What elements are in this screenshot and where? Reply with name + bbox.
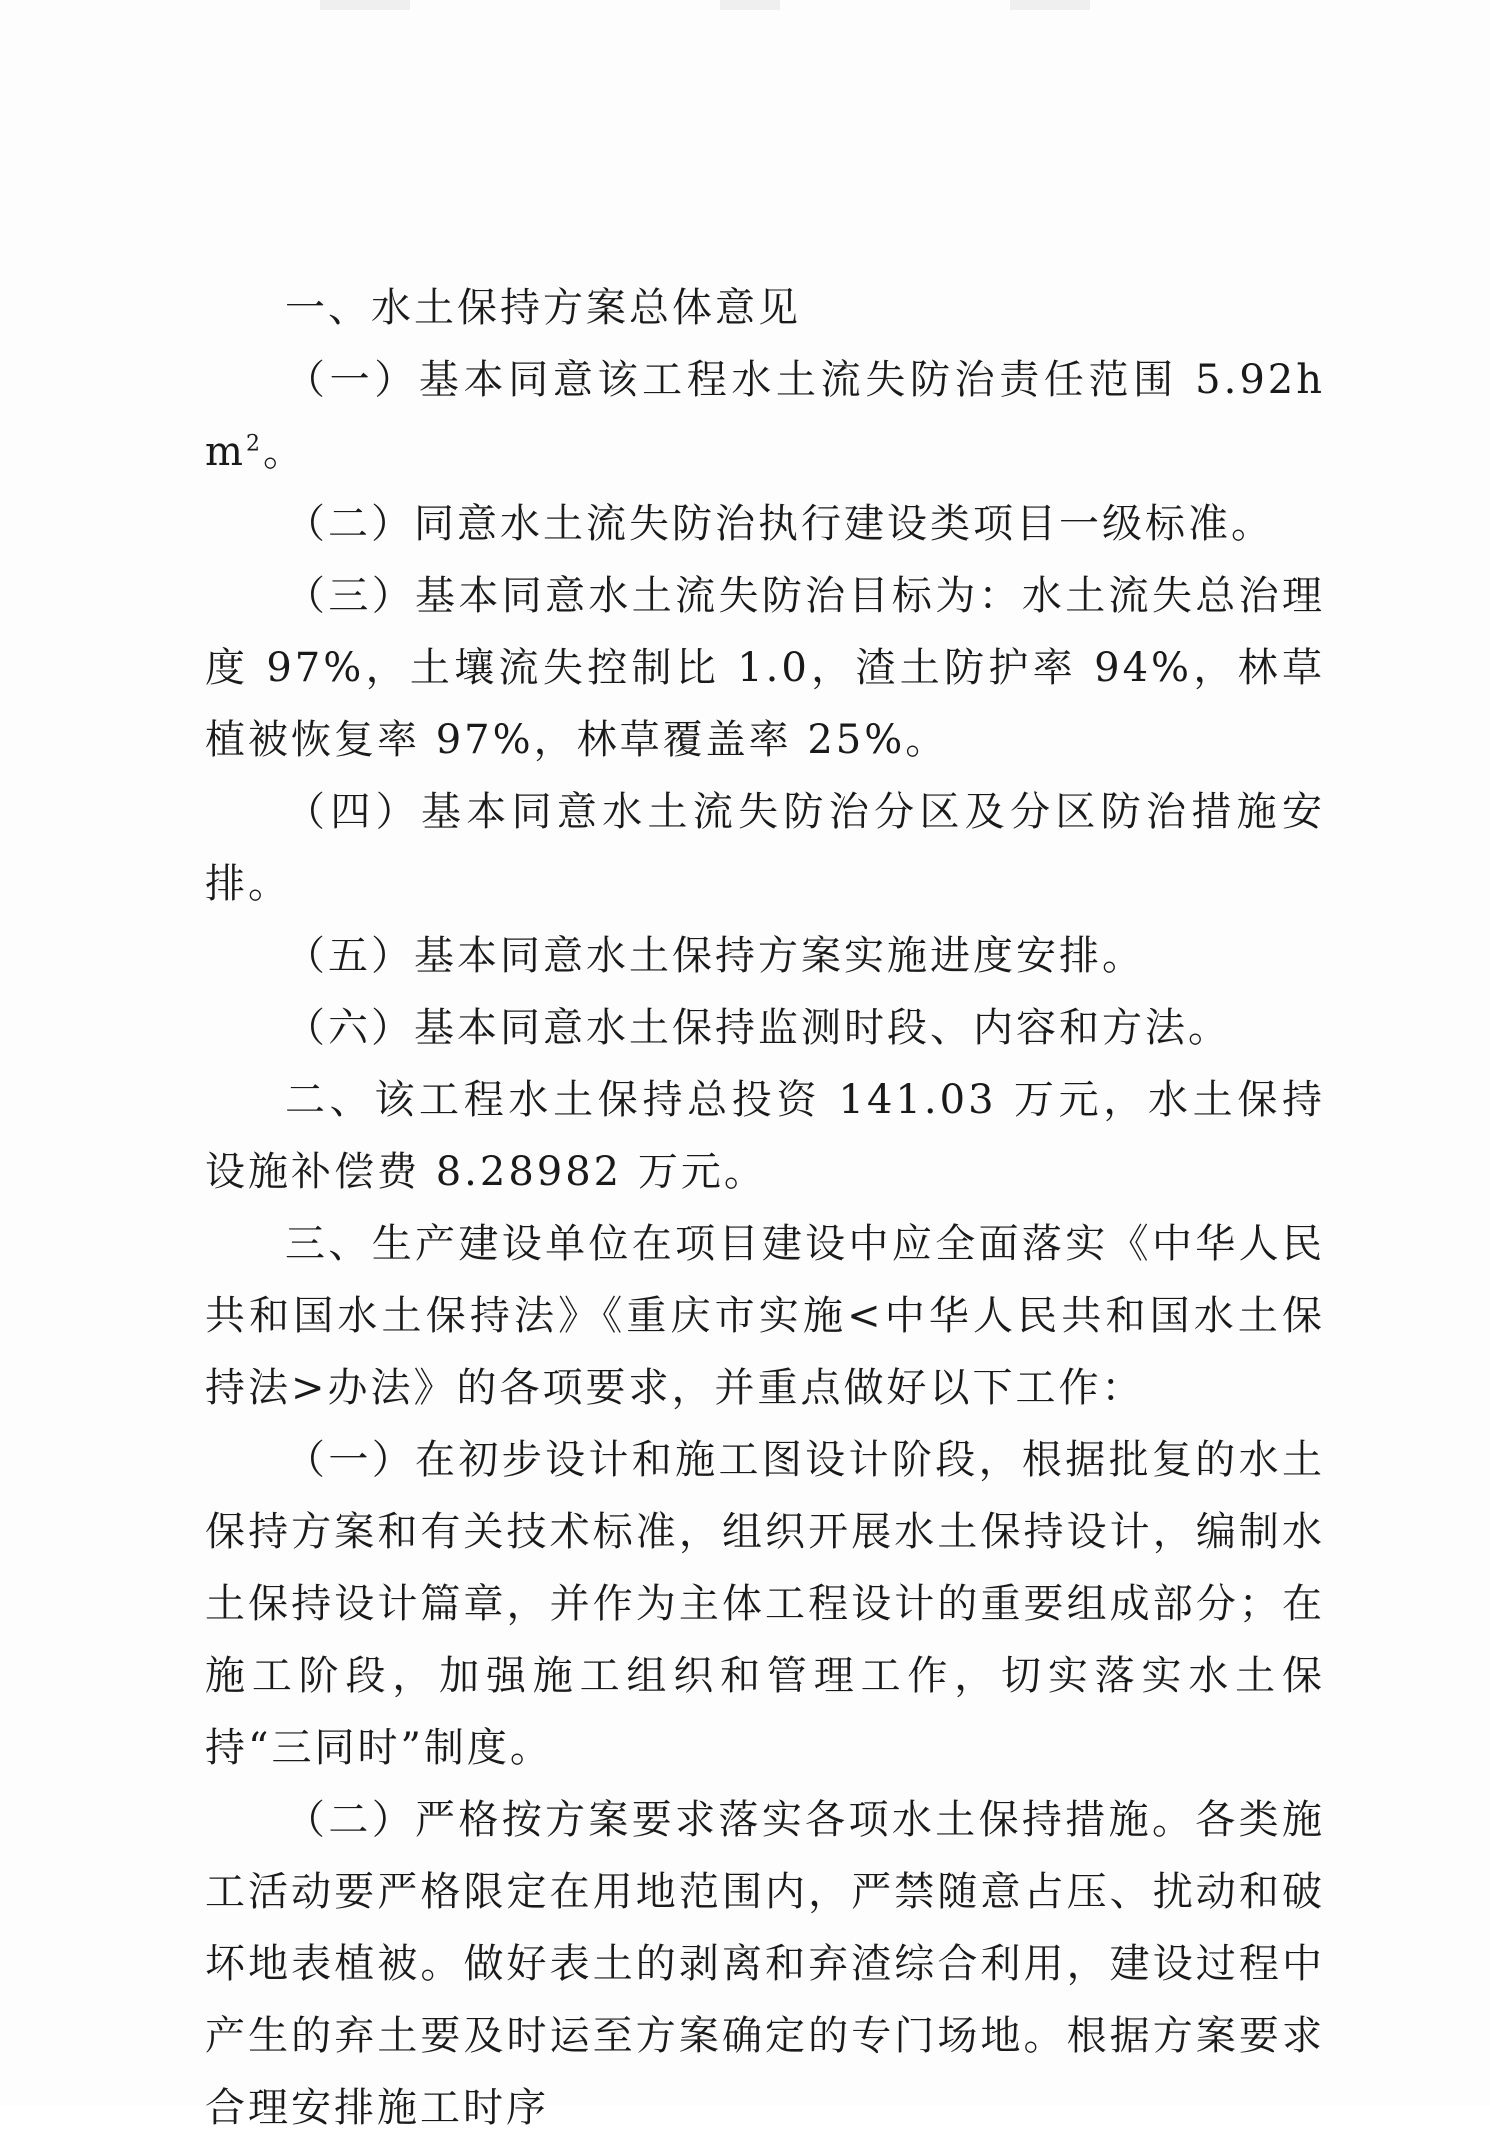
superscript: 2 <box>245 431 263 457</box>
section-heading-2-investment: 二、该工程水土保持总投资 141.03 万元，水土保持设施补偿费 8.28982 万元。 <box>205 1077 1325 1195</box>
paragraph-targets: （三）基本同意水土流失防治目标为：水土流失总治理度 97%，土壤流失控制比 1.0，渣土防护率 94%，林草植被恢复率 97%，林草覆盖率 25%。 <box>205 573 1325 763</box>
section-heading-1: 一、水土保持方案总体意见 <box>285 285 801 331</box>
scan-artifact <box>1010 0 1090 10</box>
paragraph-zoning: （四）基本同意水土流失防治分区及分区防治措施安排。 <box>205 789 1325 907</box>
section-heading-3-requirements: 三、生产建设单位在项目建设中应全面落实《中华人民共和国水土保持法》《重庆市实施<中华人民共和国水土保持法>办法》的各项要求，并重点做好以下工作： <box>205 1221 1325 1411</box>
paragraph-schedule: （五）基本同意水土保持方案实施进度安排。 <box>285 933 1145 979</box>
document-body <box>205 272 1325 2144</box>
paragraph-measures: （二）严格按方案要求落实各项水土保持措施。各类施工活动要严格限定在用地范围内，严禁随意占压、扰动和破坏地表植被。做好表土的剥离和弃渣综合利用，建设过程中产生的弃土要及时运至方案确定的专门场地。根据方案要求合理安排施工时序 <box>205 1797 1325 2131</box>
scan-artifact <box>720 0 780 10</box>
paragraph-design-stage: （一）在初步设计和施工图设计阶段，根据批复的水土保持方案和有关技术标准，组织开展水土保持设计，编制水土保持设计篇章，并作为主体工程设计的重要组成部分；在施工阶段，加强施工组织和管理工作，切实落实水土保持“三同时”制度。 <box>205 1437 1325 1771</box>
paragraph-responsibility-scope: （一）基本同意该工程水土流失防治责任范围 $5.92hm^2$。 <box>205 357 1325 475</box>
scan-artifact <box>320 0 410 10</box>
paragraph-monitoring: （六）基本同意水土保持监测时段、内容和方法。 <box>285 1005 1231 1051</box>
paragraph-standard: （二）同意水土流失防治执行建设类项目一级标准。 <box>285 501 1274 547</box>
